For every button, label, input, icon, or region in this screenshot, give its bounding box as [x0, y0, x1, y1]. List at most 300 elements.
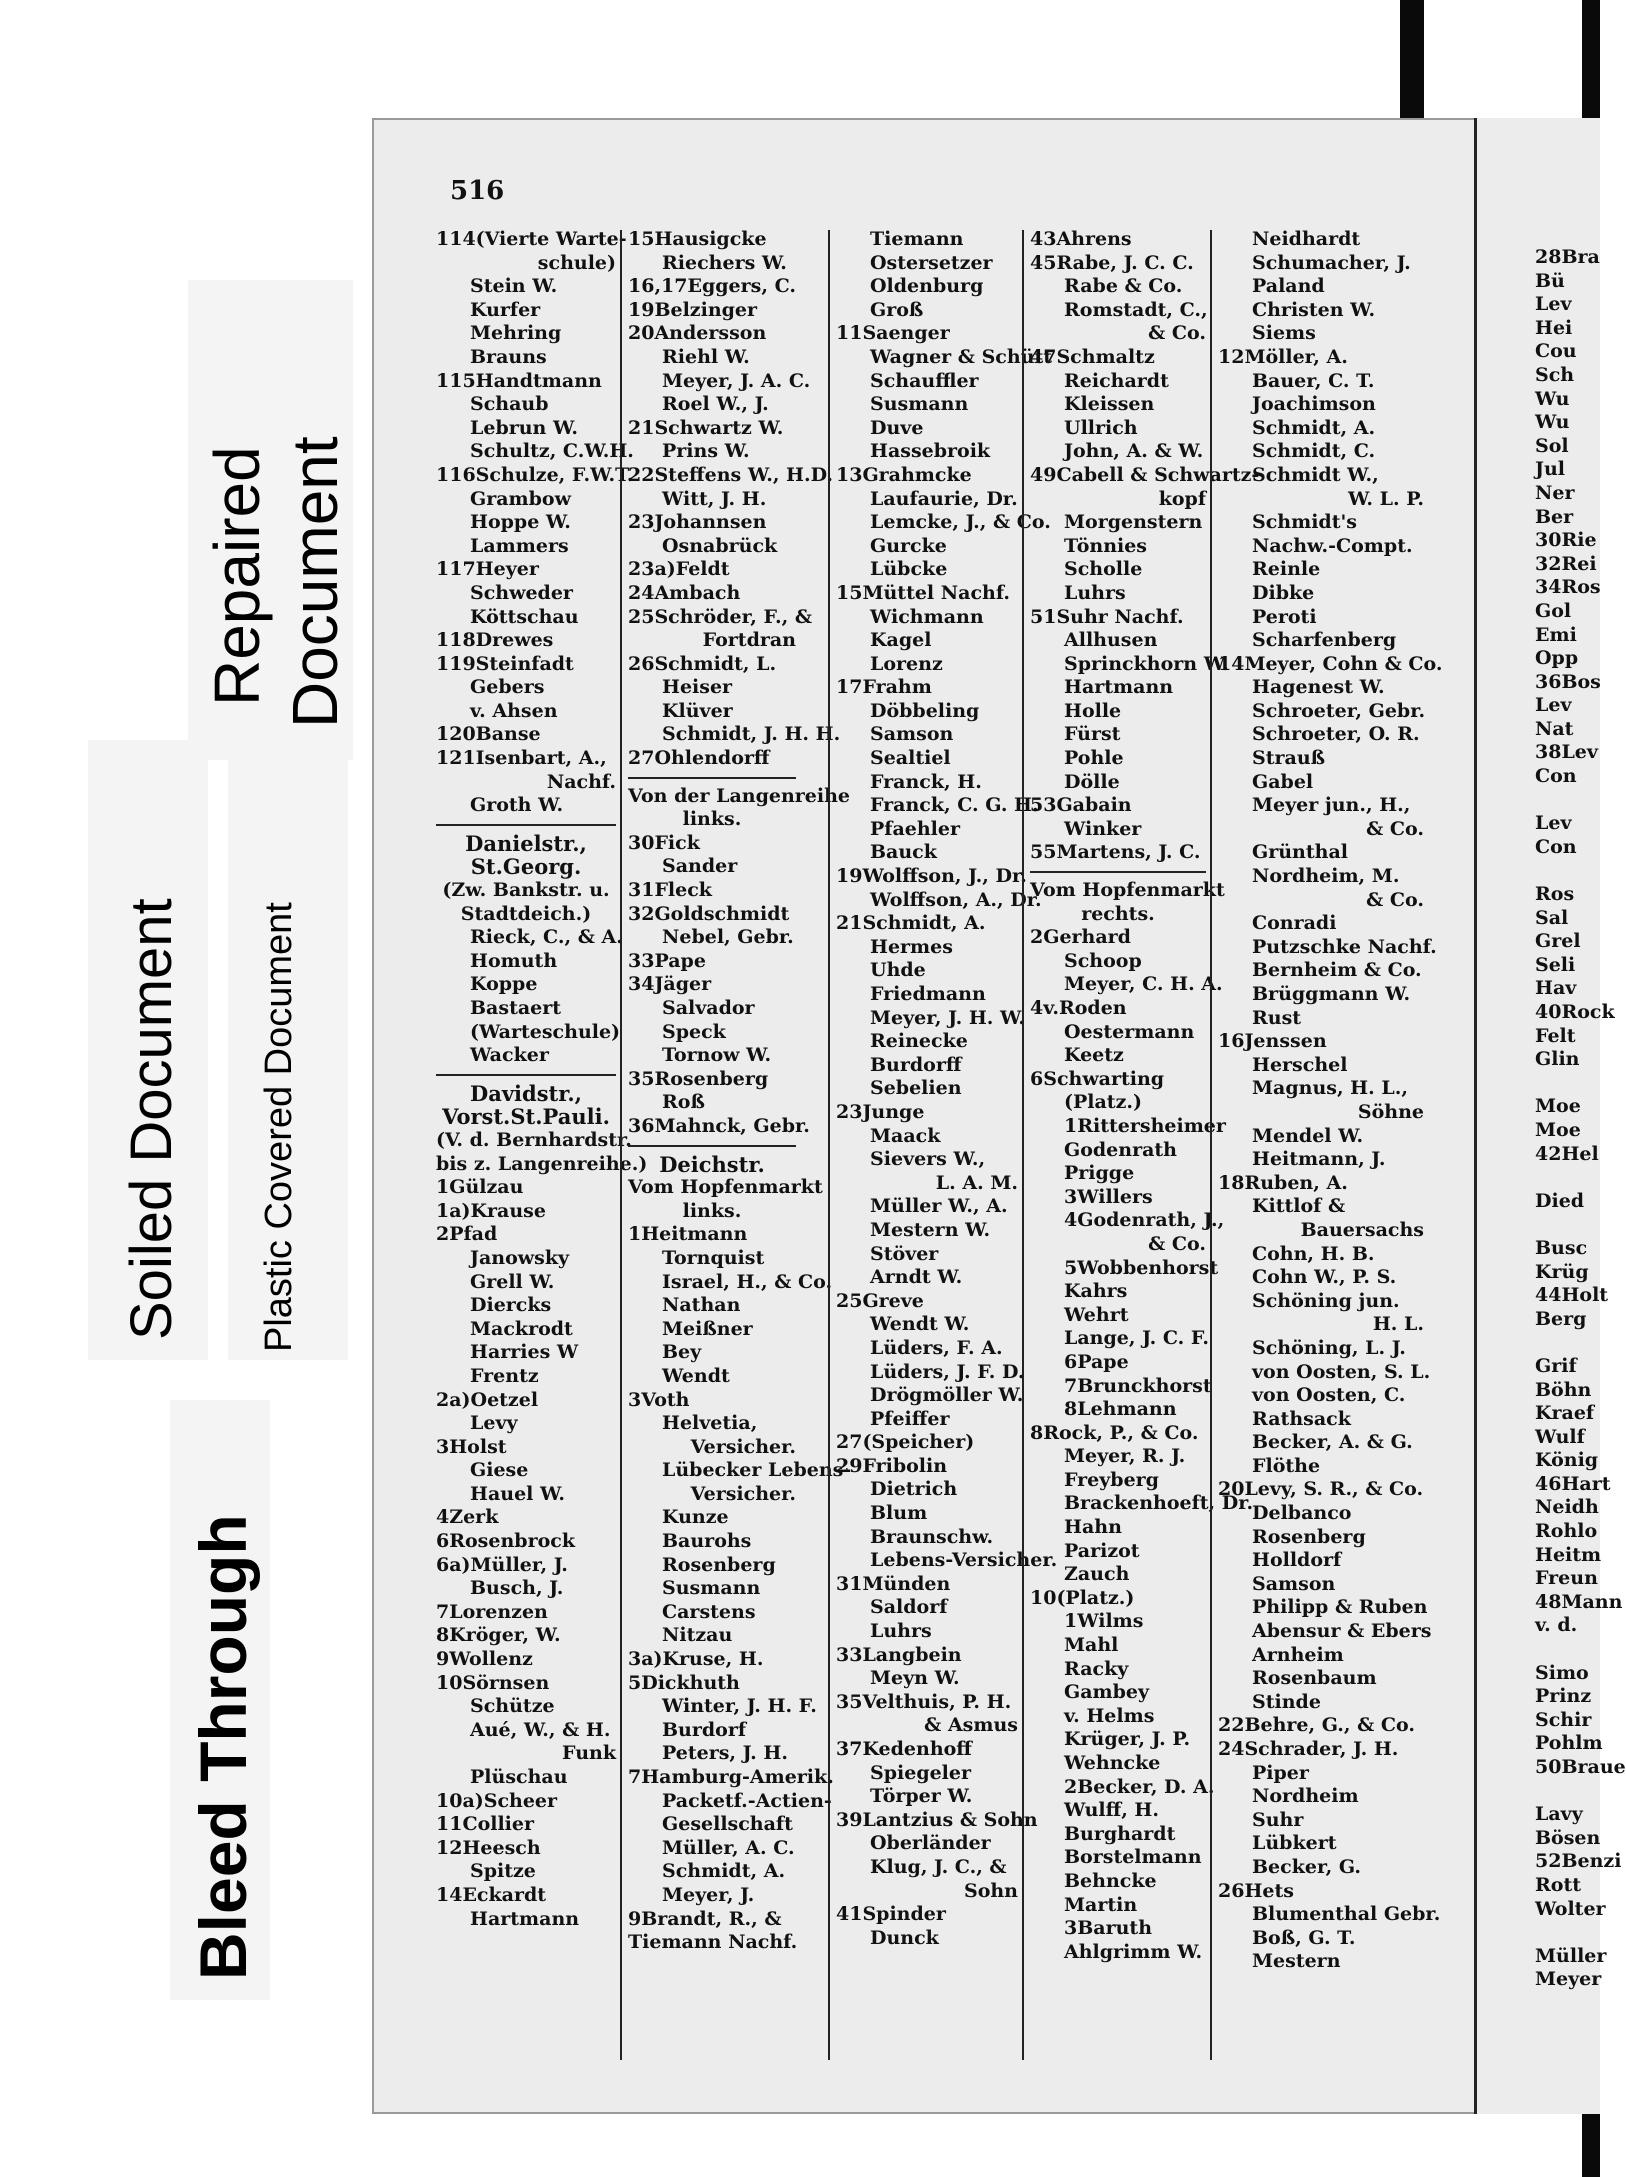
directory-entry: Roß [662, 1091, 705, 1114]
directory-entry: Blumenthal Gebr. [1252, 1903, 1441, 1926]
directory-entry: Rosenberg [662, 1553, 776, 1576]
directory-entry: schule) [537, 251, 616, 274]
directory-entry: L. A. M. [935, 1171, 1018, 1194]
directory-entry: Saldorf [870, 1596, 948, 1619]
directory-entry: 33Langbein [836, 1643, 962, 1666]
directory-entry: Siems [1252, 322, 1316, 345]
directory-entry: Schmidt, A. [662, 1860, 786, 1883]
directory-entry: 2Pfad [436, 1223, 498, 1246]
directory-entry: Grambow [470, 487, 571, 510]
directory-entry: 18Ruben, A. [1218, 1171, 1348, 1194]
directory-entry: Maack [870, 1124, 941, 1147]
directory-entry: Rosenberg [1252, 1525, 1366, 1548]
fragment-entry: 28Bra [1535, 246, 1600, 268]
fragment-entry: Sch [1535, 363, 1575, 386]
fragment-entry: 40Rock [1535, 1001, 1615, 1023]
directory-entry: 10a)Scheer [436, 1789, 558, 1812]
directory-entry: Müller W., A. [870, 1195, 1008, 1218]
directory-entry: 7Hamburg-Amerik. [628, 1766, 834, 1788]
directory-entry: Sprinckhorn W. [1064, 652, 1229, 675]
directory-entry: Hauel W. [470, 1482, 565, 1505]
directory-entry: 24Ambach [628, 581, 741, 604]
directory-entry: 114(Vierte Warte- [436, 228, 627, 250]
fragment-entry: Opp [1535, 647, 1579, 670]
column-divider-3 [1022, 230, 1024, 2060]
directory-entry: Keetz [1064, 1044, 1124, 1067]
directory-entry: 4v.Roden [1030, 997, 1127, 1019]
directory-entry: Laufaurie, Dr. [870, 487, 1018, 510]
fragment-entry: Simo [1535, 1661, 1589, 1684]
directory-entry: Boß, G. T. [1252, 1926, 1356, 1949]
directory-entry: Grell W. [470, 1270, 555, 1293]
directory-entry: Nebel, Gebr. [662, 926, 794, 949]
directory-entry: Dunck [870, 1926, 939, 1949]
directory-entry: Schaub [470, 393, 549, 416]
directory-entry: 5Dickhuth [628, 1671, 740, 1694]
directory-entry: 22Steffens W., H.D. [628, 463, 834, 486]
directory-entry: 115Handtmann [436, 369, 602, 392]
directory-entry: Speck [662, 1020, 726, 1043]
directory-entry: Gesellschaft [662, 1813, 793, 1836]
directory-entry: Rathsack [1252, 1407, 1351, 1430]
directory-entry: Meyer, C. H. A. [1064, 973, 1223, 996]
directory-entry: & Co. [1148, 322, 1206, 345]
fragment-entry [1535, 1638, 1626, 1662]
fragment-entry: 42Hel [1535, 1142, 1599, 1165]
directory-entry: Mehring [470, 322, 562, 345]
directory-entry: Lübcke [870, 558, 948, 581]
fragment-entry: Berg [1535, 1307, 1587, 1330]
directory-entry: Lüders, J. F. D. [870, 1360, 1025, 1383]
directory-entry: 9Wollenz [436, 1648, 533, 1671]
directory-entry: Osnabrück [662, 534, 778, 557]
directory-entry: Tornquist [662, 1246, 765, 1269]
directory-entry: 20Levy, S. R., & Co. [1218, 1478, 1424, 1501]
directory-entry: 3Baruth [1064, 1917, 1153, 1940]
fragment-entry: Con [1535, 765, 1577, 788]
fragment-entry: Krüg [1535, 1260, 1589, 1283]
directory-entry: Schauffler [870, 369, 979, 392]
directory-entry: Freyberg [1064, 1468, 1159, 1491]
directory-entry: 1Gülzau [436, 1176, 524, 1199]
directory-entry: 1a)Krause [436, 1199, 546, 1222]
directory-entry: Lammers [470, 534, 569, 557]
fragment-entry: Müller [1535, 1944, 1607, 1967]
column-3 [836, 228, 1058, 1950]
directory-entry: 20Andersson [628, 322, 767, 345]
directory-entry: 8Rock, P., & Co. [1030, 1421, 1199, 1444]
fragment-entry: Ber [1535, 505, 1574, 528]
directory-entry: Wagner & Schütt [870, 345, 1053, 368]
directory-entry: Lorenz [870, 652, 943, 675]
directory-entry: Israel, H., & Co. [662, 1270, 833, 1293]
directory-entry: (Warteschule) [470, 1020, 621, 1043]
directory-entry: 4Godenrath, J., [1064, 1209, 1225, 1232]
directory-entry: Martin [1064, 1893, 1138, 1916]
directory-entry: 27(Speicher) [836, 1431, 975, 1454]
fragment-entry: Lev [1535, 694, 1572, 717]
directory-entry: Schumacher, J. [1252, 251, 1411, 274]
directory-entry: 25Schröder, F., & [628, 605, 813, 628]
directory-entry: von Oosten, C. [1252, 1384, 1406, 1407]
directory-entry: Groß [870, 298, 924, 321]
directory-entry: Aué, W., & H. [470, 1718, 611, 1741]
directory-entry: v. Helms [1064, 1704, 1155, 1727]
directory-entry: Wendt [662, 1364, 730, 1387]
directory-entry: Uhde [870, 959, 926, 982]
section-note: Von der Langenreihe [628, 784, 850, 807]
directory-entry: Reichardt [1064, 369, 1169, 392]
directory-entry: Putzschke Nachf. [1252, 935, 1437, 958]
column-divider-4 [1210, 230, 1212, 2060]
fragment-entry: Lev [1535, 293, 1572, 316]
street-heading: Vorst.St.Pauli. [442, 1104, 610, 1130]
directory-entry: 19Wolffson, J., Dr. [836, 865, 1027, 888]
directory-entry: Törper W. [870, 1785, 973, 1808]
directory-entry: Hoppe W. [470, 511, 571, 534]
directory-entry: Bastaert [470, 997, 562, 1019]
directory-entry: H. L. [1372, 1313, 1424, 1336]
directory-entry: Herschel [1252, 1053, 1348, 1076]
directory-entry: Ahlgrimm W. [1064, 1940, 1203, 1963]
fragment-entry: 46Hart [1535, 1472, 1611, 1495]
street-heading: Davidstr., [470, 1080, 582, 1106]
directory-entry: Busch, J. [470, 1577, 564, 1600]
directory-entry: Borstelmann [1064, 1846, 1202, 1869]
directory-entry: Hagenest W. [1252, 676, 1385, 699]
fragment-entry: 34Ros [1535, 576, 1601, 599]
directory-entry: Tornow W. [662, 1044, 772, 1067]
directory-entry: Kahrs [1064, 1280, 1128, 1303]
fragment-entry: Hei [1535, 316, 1573, 339]
section-note: Vom Hopfenmarkt [1030, 879, 1225, 902]
directory-entry: Schoop [1064, 949, 1142, 972]
directory-entry: Sealtiel [870, 747, 951, 770]
directory-entry: 118Drewes [436, 629, 554, 652]
fragment-entry: 52Benzi [1535, 1850, 1622, 1873]
directory-entry: Dibke [1252, 581, 1315, 604]
fragment-entry: Kraef [1535, 1402, 1595, 1425]
fragment-entry: Emi [1535, 623, 1577, 646]
directory-entry: Neidhardt [1252, 228, 1361, 250]
adjacent-page-column [1535, 246, 1626, 1992]
directory-entry: Lemcke, J., & Co. [870, 511, 1051, 534]
directory-entry: Kittlof & [1252, 1195, 1346, 1218]
directory-entry: Nachf. [546, 770, 616, 793]
directory-entry: Arnheim [1252, 1643, 1344, 1666]
directory-entry: Susmann [870, 393, 969, 416]
directory-entry: Drögmöller W. [870, 1384, 1024, 1407]
directory-entry: 6Schwarting [1030, 1067, 1165, 1090]
directory-entry: Mestern [1252, 1950, 1341, 1973]
section-note: (V. d. Bernhardstr. [436, 1128, 632, 1151]
directory-entry: Meyer jun., H., [1252, 794, 1411, 817]
fragment-entry [1535, 789, 1626, 813]
directory-entry: Nordheim [1252, 1785, 1359, 1808]
street-heading: St.Georg. [470, 854, 582, 880]
directory-entry: Franck, C. G. H. [870, 794, 1039, 817]
directory-entry: Lebens-Versicher. [870, 1549, 1058, 1572]
directory-entry: 8Lehmann [1064, 1398, 1177, 1421]
directory-entry: Philipp & Ruben [1252, 1596, 1428, 1619]
section-rule [436, 818, 616, 832]
directory-entry: Nathan [662, 1294, 741, 1317]
directory-entry: Arndt W. [870, 1266, 963, 1289]
directory-entry: 1Heitmann [628, 1223, 748, 1246]
directory-entry: Wacker [470, 1044, 549, 1067]
directory-entry: Plüschau [470, 1766, 568, 1788]
directory-entry: 120Banse [436, 723, 541, 746]
directory-entry: Oestermann [1064, 1020, 1195, 1043]
fragment-entry [1535, 1213, 1626, 1237]
directory-entry: 11Saenger [836, 322, 950, 345]
directory-entry: Packetf.-Actien- [662, 1789, 832, 1812]
directory-entry: 49Cabell & Schwartz- [1030, 463, 1260, 486]
fragment-entry: Rohlo [1535, 1520, 1598, 1543]
directory-entry: Baurohs [662, 1530, 752, 1553]
fragment-entry: Böhn [1535, 1378, 1592, 1401]
directory-entry: W. L. P. [1348, 487, 1424, 510]
directory-entry: Behncke [1064, 1869, 1157, 1892]
directory-entry: 121Isenbart, A., [436, 747, 607, 770]
directory-entry: 3a)Kruse, H. [628, 1648, 764, 1671]
directory-entry: Oldenburg [870, 275, 984, 298]
directory-entry: Becker, G. [1252, 1855, 1361, 1878]
directory-entry: Romstadt, C., [1064, 298, 1208, 321]
directory-entry: Lübecker Lebens- [662, 1459, 852, 1482]
directory-entry: 19Belzinger [628, 298, 758, 321]
directory-entry: Tiemann Nachf. [628, 1931, 798, 1954]
section-note: links. [682, 808, 742, 831]
directory-entry: Samson [870, 723, 954, 746]
directory-entry: 32Goldschmidt [628, 902, 790, 925]
directory-entry: Luhrs [870, 1620, 932, 1643]
directory-entry: Suhr [1252, 1808, 1304, 1831]
directory-entry: Diercks [470, 1294, 552, 1317]
directory-entry: Spiegeler [870, 1761, 972, 1784]
directory-entry: Hermes [870, 935, 953, 958]
directory-entry: & Asmus [924, 1714, 1018, 1737]
directory-entry: 3Holst [436, 1435, 507, 1458]
column-2 [628, 228, 852, 1955]
directory-entry: Scharfenberg [1252, 629, 1397, 652]
fragment-entry [1535, 859, 1626, 883]
directory-entry: Fürst [1064, 723, 1121, 746]
directory-entry: 35Rosenberg [628, 1067, 769, 1090]
directory-entry: Dietrich [870, 1478, 958, 1501]
directory-entry: Susmann [662, 1577, 761, 1600]
directory-entry: Mackrodt [470, 1317, 573, 1340]
directory-entry: 13Grahmcke [836, 463, 972, 486]
directory-entry: Meyer, R. J. [1064, 1445, 1186, 1468]
fragment-entry: v. d. [1535, 1614, 1578, 1637]
directory-entry: Fortdran [702, 629, 796, 652]
directory-entry: Nitzau [662, 1624, 733, 1647]
fragment-entry: Cou [1535, 340, 1577, 363]
directory-entry: Lange, J. C. F. [1064, 1327, 1210, 1350]
fragment-entry: Moe [1535, 1118, 1581, 1141]
fragment-entry: Gol [1535, 599, 1572, 622]
directory-entry: 15Hausigcke [628, 228, 767, 250]
fragment-entry: 30Rie [1535, 529, 1597, 552]
directory-entry: 16Jenssen [1218, 1030, 1327, 1053]
directory-entry: Hartmann [1064, 676, 1174, 699]
fragment-entry [1535, 1166, 1626, 1190]
fragment-entry [1535, 1072, 1626, 1096]
directory-entry: Witt, J. H. [662, 487, 767, 510]
directory-entry: Heiser [662, 676, 733, 699]
directory-entry: Rabe & Co. [1064, 275, 1183, 298]
directory-entry: Stein W. [470, 275, 558, 298]
directory-entry: Wolffson, A., Dr. [870, 888, 1042, 911]
directory-entry: 34Jäger [628, 973, 712, 996]
directory-entry: 31Münden [836, 1572, 951, 1595]
directory-entry: Gurcke [870, 534, 947, 557]
directory-entry: 26Hets [1218, 1879, 1294, 1902]
directory-entry: Frentz [470, 1364, 539, 1387]
fragment-entry: Ner [1535, 481, 1575, 504]
section-rule [436, 1068, 616, 1082]
directory-entry: Salvador [662, 997, 755, 1019]
fragment-entry: König [1535, 1449, 1599, 1472]
directory-entry: Cohn W., P. S. [1252, 1266, 1397, 1289]
directory-entry: Schöning, L. J. [1252, 1336, 1406, 1359]
directory-entry: 21Schmidt, A. [836, 912, 986, 935]
directory-entry: 27Ohlendorff [628, 747, 770, 770]
directory-entry: Franck, H. [870, 770, 982, 793]
directory-entry: Holle [1064, 699, 1122, 722]
directory-entry: Mahl [1064, 1634, 1119, 1657]
directory-entry: Riechers W. [662, 251, 787, 274]
directory-entry: Stinde [1252, 1690, 1321, 1713]
directory-entry: Morgenstern [1064, 511, 1203, 534]
directory-entry: 3Willers [1064, 1185, 1153, 1208]
directory-entry: Lüders, F. A. [870, 1336, 1003, 1359]
directory-entry: Luhrs [1064, 581, 1126, 604]
directory-entry: v. Ahsen [470, 699, 558, 722]
directory-entry: Joachimson [1252, 393, 1376, 416]
directory-entry: Tiemann [870, 228, 964, 250]
directory-entry: 116Schulze, F.W.T. [436, 463, 634, 486]
directory-entry: Dölle [1064, 770, 1120, 793]
directory-entry: Mestern W. [870, 1218, 991, 1241]
directory-entry: Döbbeling [870, 699, 980, 722]
directory-entry: Peters, J. H. [662, 1742, 788, 1765]
directory-entry: Meyn W. [870, 1667, 960, 1690]
directory-entry: 10(Platz.) [1030, 1586, 1135, 1609]
directory-entry: Stöver [870, 1242, 939, 1265]
directory-entry: 15Müttel Nachf. [836, 581, 1010, 604]
directory-entry: Kurfer [470, 298, 541, 321]
directory-entry: Sohn [963, 1879, 1018, 1902]
directory-entry: (Platz.) [1064, 1091, 1142, 1114]
directory-entry: 14Eckardt [436, 1883, 547, 1906]
directory-entry: kopf [1158, 487, 1206, 510]
directory-entry: Gambey [1064, 1681, 1150, 1704]
page-number: 516 [450, 176, 505, 206]
directory-entry: Schroeter, O. R. [1252, 723, 1420, 746]
directory-entry: 2a)Oetzel [436, 1388, 539, 1411]
fragment-entry: Bösen [1535, 1826, 1601, 1849]
fragment-entry: Moe [1535, 1095, 1581, 1118]
directory-entry: Delbanco [1252, 1502, 1352, 1525]
directory-entry: Lübkert [1252, 1832, 1337, 1855]
directory-entry: Klug, J. C., & [870, 1855, 1007, 1878]
directory-entry: Meißner [662, 1317, 753, 1340]
directory-entry: 43Ahrens [1030, 228, 1132, 250]
directory-entry: & Co. [1366, 817, 1424, 840]
directory-entry: Christen W. [1252, 298, 1376, 321]
directory-entry: Reinle [1252, 558, 1321, 581]
directory-entry: Nachw.-Compt. [1252, 534, 1413, 557]
directory-entry: Meyer, J. H. W. [870, 1006, 1026, 1029]
directory-entry: 24Schrader, J. H. [1218, 1738, 1399, 1760]
directory-entry: 1Rittersheimer [1064, 1114, 1226, 1137]
directory-entry: Zauch [1064, 1563, 1130, 1586]
directory-entry: Schweder [470, 581, 573, 604]
directory-entry: Schmidt, J. H. H. [662, 723, 841, 746]
directory-entry: Winker [1064, 817, 1142, 840]
directory-entry: Kunze [662, 1506, 729, 1529]
directory-entry: 41Spinder [836, 1903, 946, 1926]
fragment-entry: Felt [1535, 1024, 1576, 1047]
fragment-entry: Ros [1535, 883, 1575, 906]
directory-entry: John, A. & W. [1064, 440, 1204, 463]
directory-entry: Parizot [1064, 1539, 1140, 1562]
directory-entry: 45Rabe, J. C. C. [1030, 251, 1194, 274]
section-note: Stadtdeich.) [460, 902, 592, 925]
directory-entry: 23Junge [836, 1100, 925, 1123]
directory-entry: 10Sörnsen [436, 1671, 550, 1694]
directory-entry: Mendel W. [1252, 1124, 1364, 1147]
adjacent-page-fragment [1474, 118, 1626, 2114]
directory-entry: 12Heesch [436, 1836, 541, 1859]
section-note: Vom Hopfenmarkt [628, 1176, 823, 1199]
label-bleed-through: Bleed Through [186, 1514, 260, 1980]
fragment-entry: Sal [1535, 906, 1569, 929]
directory-entry: 25Greve [836, 1289, 924, 1312]
label-plastic: Plastic Covered Document [258, 902, 300, 1352]
directory-entry: Giese [470, 1459, 529, 1482]
fragment-entry: Wu [1535, 387, 1570, 410]
fragment-entry: 44Holt [1535, 1284, 1609, 1307]
label-repaired-line1: Repaired [201, 446, 273, 706]
directory-entry: Winter, J. H. F. [662, 1695, 817, 1718]
directory-entry: & Co. [1366, 888, 1424, 911]
fragment-entry: 32Rei [1535, 552, 1597, 575]
directory-entry: 33Pape [628, 949, 706, 972]
directory-entry: Helvetia, [662, 1412, 758, 1435]
fragment-entry: 38Lev [1535, 741, 1598, 764]
section-rule [1030, 865, 1206, 879]
directory-entry: Koppe [470, 973, 538, 996]
directory-entry: Strauß [1252, 747, 1326, 770]
fragment-entry: Busc [1535, 1236, 1588, 1259]
directory-entry: Harries W [470, 1341, 579, 1364]
column-5 [1218, 228, 1443, 1974]
scan-border-top-right [1400, 0, 1424, 120]
directory-entry: 6Pape [1064, 1350, 1129, 1373]
fragment-entry: Wulf [1535, 1425, 1585, 1448]
directory-entry: Meyer, J. A. C. [662, 369, 811, 392]
directory-entry: 7Lorenzen [436, 1600, 548, 1623]
directory-entry: Wulff, H. [1064, 1799, 1159, 1822]
directory-entry: Duve [870, 416, 924, 439]
directory-entry: Braunschw. [870, 1525, 994, 1548]
directory-entry: 39Lantzius & Sohn [836, 1808, 1038, 1831]
directory-entry: Homuth [470, 949, 558, 972]
directory-entry: Gebers [470, 676, 545, 699]
